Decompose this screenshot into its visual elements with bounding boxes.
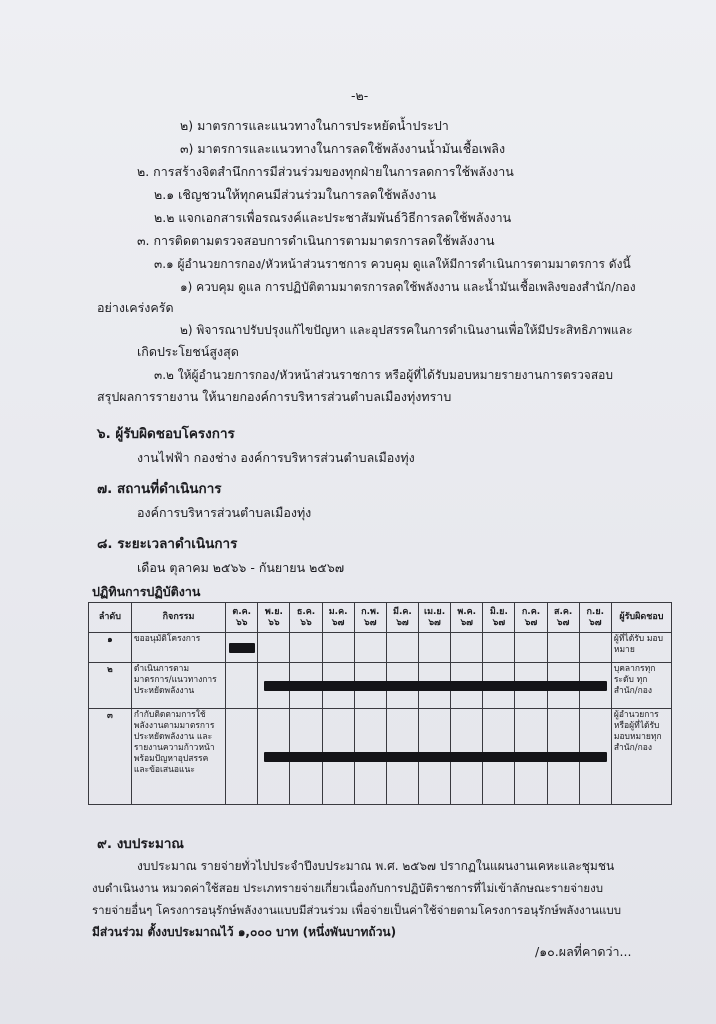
month-label: ส.ค. bbox=[553, 606, 573, 617]
month-cell bbox=[226, 663, 258, 709]
month-cell bbox=[579, 633, 611, 663]
section-7-title: ๗. สถานที่ดำเนินการ bbox=[97, 481, 222, 497]
month-year: ๖๗ bbox=[396, 617, 409, 628]
text-line: ๓.๒ ให้ผู้อำนวยการกอง/หัวหน้าส่วนราชการ หรือผู้ที่ได้รับมอบหมายรายงานการตรวจสอบ bbox=[154, 368, 613, 382]
header-activity: กิจกรรม bbox=[131, 603, 225, 633]
month-year: ๖๗ bbox=[428, 617, 441, 628]
header-month bbox=[258, 603, 290, 633]
schedule-header-row bbox=[89, 603, 672, 633]
text-line: สรุปผลการรายงาน ให้นายกองค์การบริหารส่วนตำบลเมืองทุ่งทราบ bbox=[97, 389, 452, 404]
month-cell bbox=[547, 633, 579, 663]
budget-line: รายจ่ายอื่นๆ โครงการอนุรักษ์พลังงานแบบมีส่วนร่วม เพื่อจ่ายเป็นค่าใช้จ่ายตามโครงการอนุรักษ์พลังงานแบบ bbox=[92, 903, 622, 917]
month-label: ม.ค. bbox=[328, 606, 348, 617]
header-month bbox=[547, 603, 579, 633]
text-line: ๑) ควบคุม ดูแล การปฏิบัติตามมาตรการลดใช้พลังงาน และน้ำมันเชื้อเพลิงของสำนัก/กอง bbox=[180, 280, 636, 294]
schedule-table bbox=[88, 602, 672, 805]
header-month bbox=[419, 603, 451, 633]
header-month bbox=[483, 603, 515, 633]
row-responsible: ผู้อำนวยการ หรือผู้ที่ได้รับ มอบหมายทุก สำนัก/กอง bbox=[611, 709, 671, 805]
month-label: ธ.ค. bbox=[296, 606, 316, 617]
header-no: ลำดับ bbox=[89, 603, 132, 633]
budget-line: งบดำเนินงาน หมวดค่าใช้สอย ประเภทรายจ่ายเกี่ยวเนื่องกับการปฏิบัติราชการที่ไม่เข้าลักษณะรายจ่ายงบ bbox=[92, 881, 604, 895]
row-activity: ดำเนินการตาม มาตรการ/แนวทางการ ประหยัดพลังงาน bbox=[131, 663, 225, 709]
text-line: ๒.๑ เชิญชวนให้ทุกคนมีส่วนร่วมในการลดใช้พลังงาน bbox=[154, 187, 437, 202]
section-8-body: เดือน ตุลาคม ๒๕๖๖ - กันยายน ๒๕๖๗ bbox=[137, 560, 345, 575]
text-line: ๓.๑ ผู้อำนวยการกอง/หัวหน้าส่วนราชการ ควบคุม ดูแลให้มีการดำเนินการตามมาตรการ ดังนี้ bbox=[154, 257, 631, 271]
month-label: พ.ย. bbox=[264, 606, 283, 617]
month-label: ต.ค. bbox=[232, 606, 252, 617]
month-label: พ.ค. bbox=[457, 606, 477, 617]
timeline-bar bbox=[229, 643, 255, 653]
continuation-note: /๑๐.ผลที่คาดว่า... bbox=[535, 944, 632, 959]
text-line: ๒. การสร้างจิตสำนึกการมีส่วนร่วมของทุกฝ่ายในการลดการใช้พลังงาน bbox=[137, 164, 514, 179]
text-line: เกิดประโยชน์สูงสุด bbox=[137, 344, 239, 359]
month-year: ๖๖ bbox=[268, 617, 280, 628]
section-8-title: ๘. ระยะเวลาดำเนินการ bbox=[97, 536, 238, 552]
month-year: ๖๗ bbox=[460, 617, 473, 628]
month-year: ๖๗ bbox=[524, 617, 538, 628]
text-line: อย่างเคร่งครัด bbox=[97, 300, 174, 315]
month-label: มี.ค. bbox=[393, 606, 412, 617]
row-activity: กำกับติดตามการใช้ พลังงานตามมาตรการ ประหยัดพลังงาน และ รายงานความก้าวหน้า พร้อมปัญหาอุปสรรค และข้อเสนอแนะ bbox=[131, 709, 225, 805]
month-label: ก.พ. bbox=[361, 606, 380, 617]
page-number: -๒- bbox=[351, 88, 369, 103]
timeline-bar bbox=[264, 681, 608, 691]
section-7-body: องค์การบริหารส่วนตำบลเมืองทุ่ง bbox=[137, 505, 312, 520]
section-6-body: งานไฟฟ้า กองช่าง องค์การบริหารส่วนตำบลเมืองทุ่ง bbox=[137, 450, 415, 465]
month-year: ๖๖ bbox=[236, 617, 248, 628]
section-9-title: ๙. งบประมาณ bbox=[97, 836, 184, 852]
text-line: ๒) พิจารณาปรับปรุงแก้ไขปัญหา และอุปสรรคในการดำเนินงานเพื่อให้มีประสิทธิภาพและ bbox=[180, 323, 633, 337]
budget-line: มีส่วนร่วม ตั้งงบประมาณไว้ ๑,๐๐๐ บาท (หนึ่งพันบาทถ้วน) bbox=[92, 925, 397, 939]
header-responsible: ผู้รับผิดชอบ bbox=[611, 603, 671, 633]
month-year: ๖๗ bbox=[331, 617, 345, 628]
month-year: ๖๗ bbox=[589, 617, 602, 628]
row-responsible: บุคลากรทุก ระดับ ทุก สำนัก/กอง bbox=[611, 663, 671, 709]
row-responsible: ผู้ที่ได้รับ มอบหมาย bbox=[611, 633, 671, 663]
row-number: ๒ bbox=[89, 663, 132, 709]
text-line: ๓) มาตรการและแนวทางในการลดใช้พลังงานน้ำมันเชื้อเพลิง bbox=[180, 141, 506, 156]
month-cell bbox=[290, 633, 322, 663]
row-activity: ขออนุมัติโครงการ bbox=[131, 633, 225, 663]
month-cell bbox=[483, 633, 515, 663]
month-cell bbox=[515, 633, 547, 663]
month-year: ๖๗ bbox=[364, 617, 377, 628]
header-month bbox=[354, 603, 386, 633]
month-cell bbox=[226, 709, 258, 805]
header-month bbox=[290, 603, 322, 633]
month-year: ๖๖ bbox=[300, 617, 312, 628]
section-6-title: ๖. ผู้รับผิดชอบโครงการ bbox=[97, 426, 235, 442]
header-month bbox=[515, 603, 547, 633]
header-month bbox=[451, 603, 483, 633]
month-label: เม.ย. bbox=[424, 606, 446, 617]
text-line: ๒.๒ แจกเอกสารเพื่อรณรงค์และประชาสัมพันธ์วิธีการลดใช้พลังงาน bbox=[154, 210, 512, 225]
row-number: ๓ bbox=[89, 709, 132, 805]
header-month bbox=[322, 603, 354, 633]
schedule-row bbox=[89, 633, 672, 663]
month-cell bbox=[258, 633, 290, 663]
text-line: ๓. การติดตามตรวจสอบการดำเนินการตามมาตรการลดใช้พลังงาน bbox=[137, 233, 495, 248]
month-cell bbox=[419, 633, 451, 663]
month-cell bbox=[451, 633, 483, 663]
month-cell bbox=[386, 633, 418, 663]
header-month bbox=[226, 603, 258, 633]
row-number: ๑ bbox=[89, 633, 132, 663]
month-label: ก.ย. bbox=[586, 606, 605, 617]
month-year: ๖๗ bbox=[556, 617, 570, 628]
budget-line: งบประมาณ รายจ่ายทั่วไปประจำปีงบประมาณ พ.ศ. ๒๕๖๗ ปรากฏในแผนงานเคหะและชุมชน bbox=[137, 859, 615, 873]
header-month bbox=[579, 603, 611, 633]
text-line: ๒) มาตรการและแนวทางในการประหยัดน้ำประปา bbox=[180, 118, 449, 133]
month-label: ก.ค. bbox=[521, 606, 541, 617]
timeline-bar bbox=[264, 752, 608, 762]
header-month bbox=[386, 603, 418, 633]
schedule-title: ปฏิทินการปฏิบัติงาน bbox=[92, 584, 201, 599]
month-cell bbox=[354, 633, 386, 663]
month-label: มิ.ย. bbox=[489, 606, 508, 617]
month-year: ๖๗ bbox=[492, 617, 506, 628]
month-cell bbox=[322, 633, 354, 663]
